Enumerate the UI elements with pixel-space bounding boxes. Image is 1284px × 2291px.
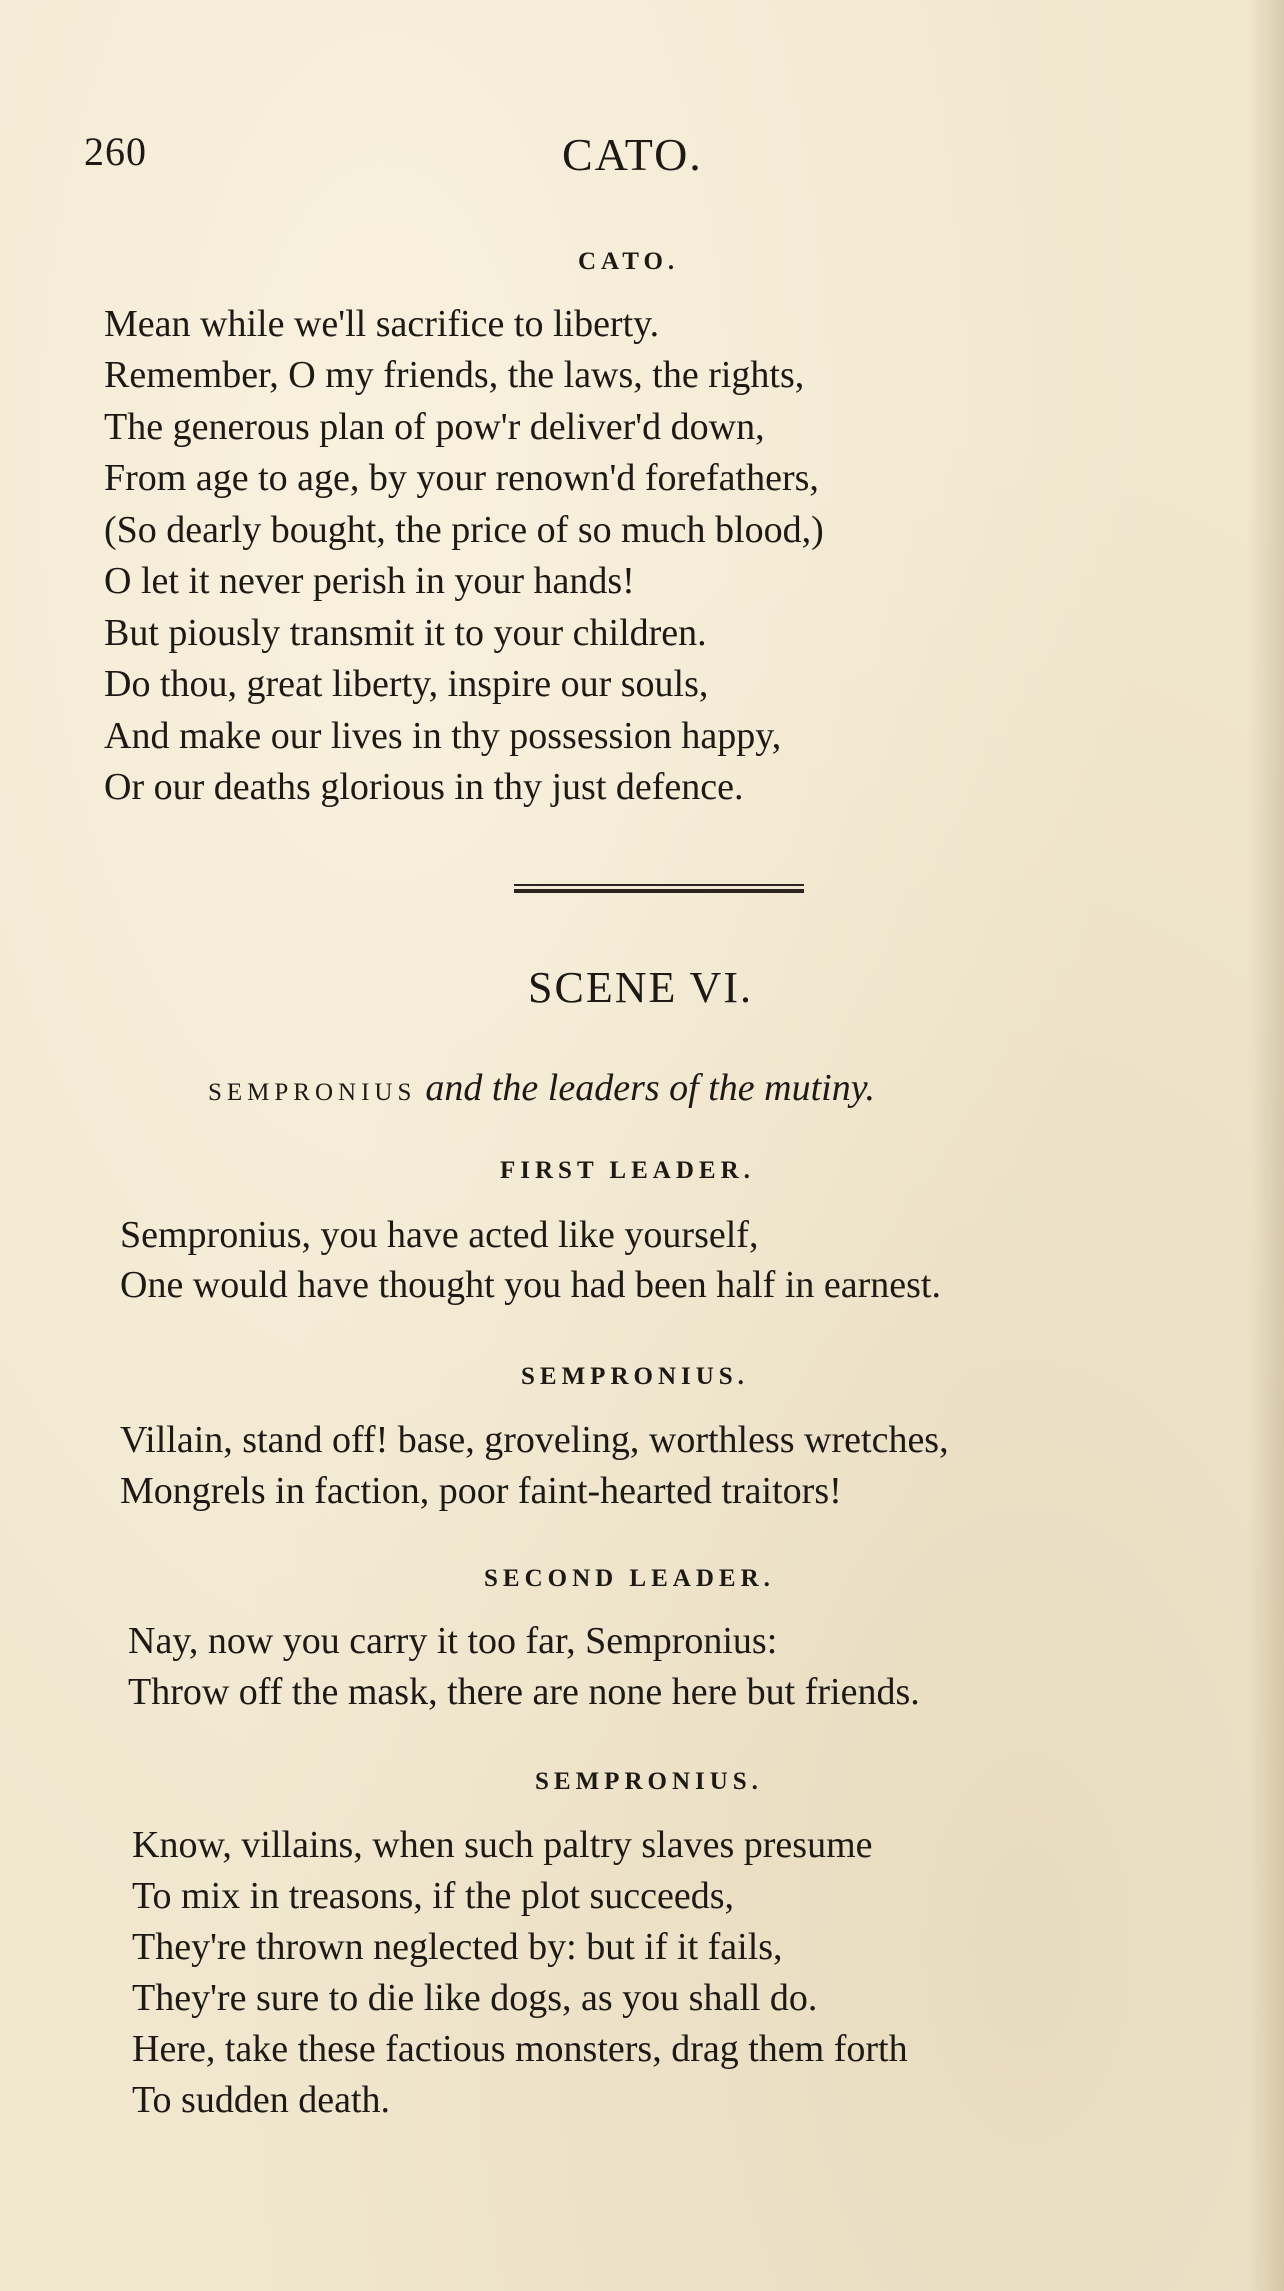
speaker-heading: SEMPRONIUS.	[535, 1768, 763, 1795]
verse-line: Villain, stand off! base, groveling, worthless wretches,	[120, 1419, 949, 1461]
scene-title: SCENE VI.	[528, 963, 753, 1012]
verse-line: To sudden death.	[132, 2079, 391, 2121]
speaker-heading: SECOND LEADER.	[484, 1565, 775, 1592]
stage-direction-text: and the leaders of the mutiny.	[425, 1067, 875, 1109]
divider-thick-line	[514, 889, 804, 893]
verse-line: Mongrels in faction, poor faint-hearted traitors!	[120, 1470, 842, 1512]
speaker-heading: SEMPRONIUS.	[521, 1363, 749, 1390]
verse-line: But piously transmit it to your children.	[104, 612, 707, 654]
speaker-heading: CATO.	[578, 248, 680, 275]
verse-line: (So dearly bought, the price of so much blood,)	[104, 509, 824, 551]
verse-line: They're thrown neglected by: but if it fails,	[132, 1926, 783, 1968]
verse-line: Do thou, great liberty, inspire our souls,	[104, 663, 709, 705]
verse-line: The generous plan of pow'r deliver'd down,	[104, 406, 765, 448]
scene-divider-rule	[514, 884, 804, 894]
verse-line: Remember, O my friends, the laws, the rights,	[104, 354, 805, 396]
divider-thin-line	[514, 884, 804, 886]
verse-line: Know, villains, when such paltry slaves presume	[132, 1824, 873, 1866]
page-number: 260	[84, 129, 147, 174]
verse-line: Sempronius, you have acted like yourself,	[120, 1214, 759, 1256]
verse-line: From age to age, by your renown'd forefathers,	[104, 457, 819, 499]
verse-line: Mean while we'll sacrifice to liberty.	[104, 303, 660, 345]
verse-line: And make our lives in thy possession happy,	[104, 715, 782, 757]
verse-line: One would have thought you had been half in earnest.	[120, 1264, 941, 1306]
verse-line: Or our deaths glorious in thy just defence.	[104, 766, 744, 808]
verse-line: O let it never perish in your hands!	[104, 560, 635, 602]
page-edge-shadow	[1248, 0, 1284, 2291]
verse-line: To mix in treasons, if the plot succeeds,	[132, 1875, 735, 1917]
verse-line: Nay, now you carry it too far, Sempronius:	[128, 1620, 778, 1662]
stage-direction-names: SEMPRONIUS	[208, 1079, 417, 1106]
running-head	[84, 128, 1184, 188]
verse-line: Throw off the mask, there are none here but friends.	[128, 1671, 920, 1713]
verse-line: They're sure to die like dogs, as you shall do.	[132, 1977, 818, 2019]
speaker-heading: FIRST LEADER.	[500, 1157, 755, 1184]
verse-line: Here, take these factious monsters, drag them forth	[132, 2028, 908, 2070]
running-title: CATO.	[562, 129, 703, 180]
stage-direction	[208, 1066, 875, 1110]
